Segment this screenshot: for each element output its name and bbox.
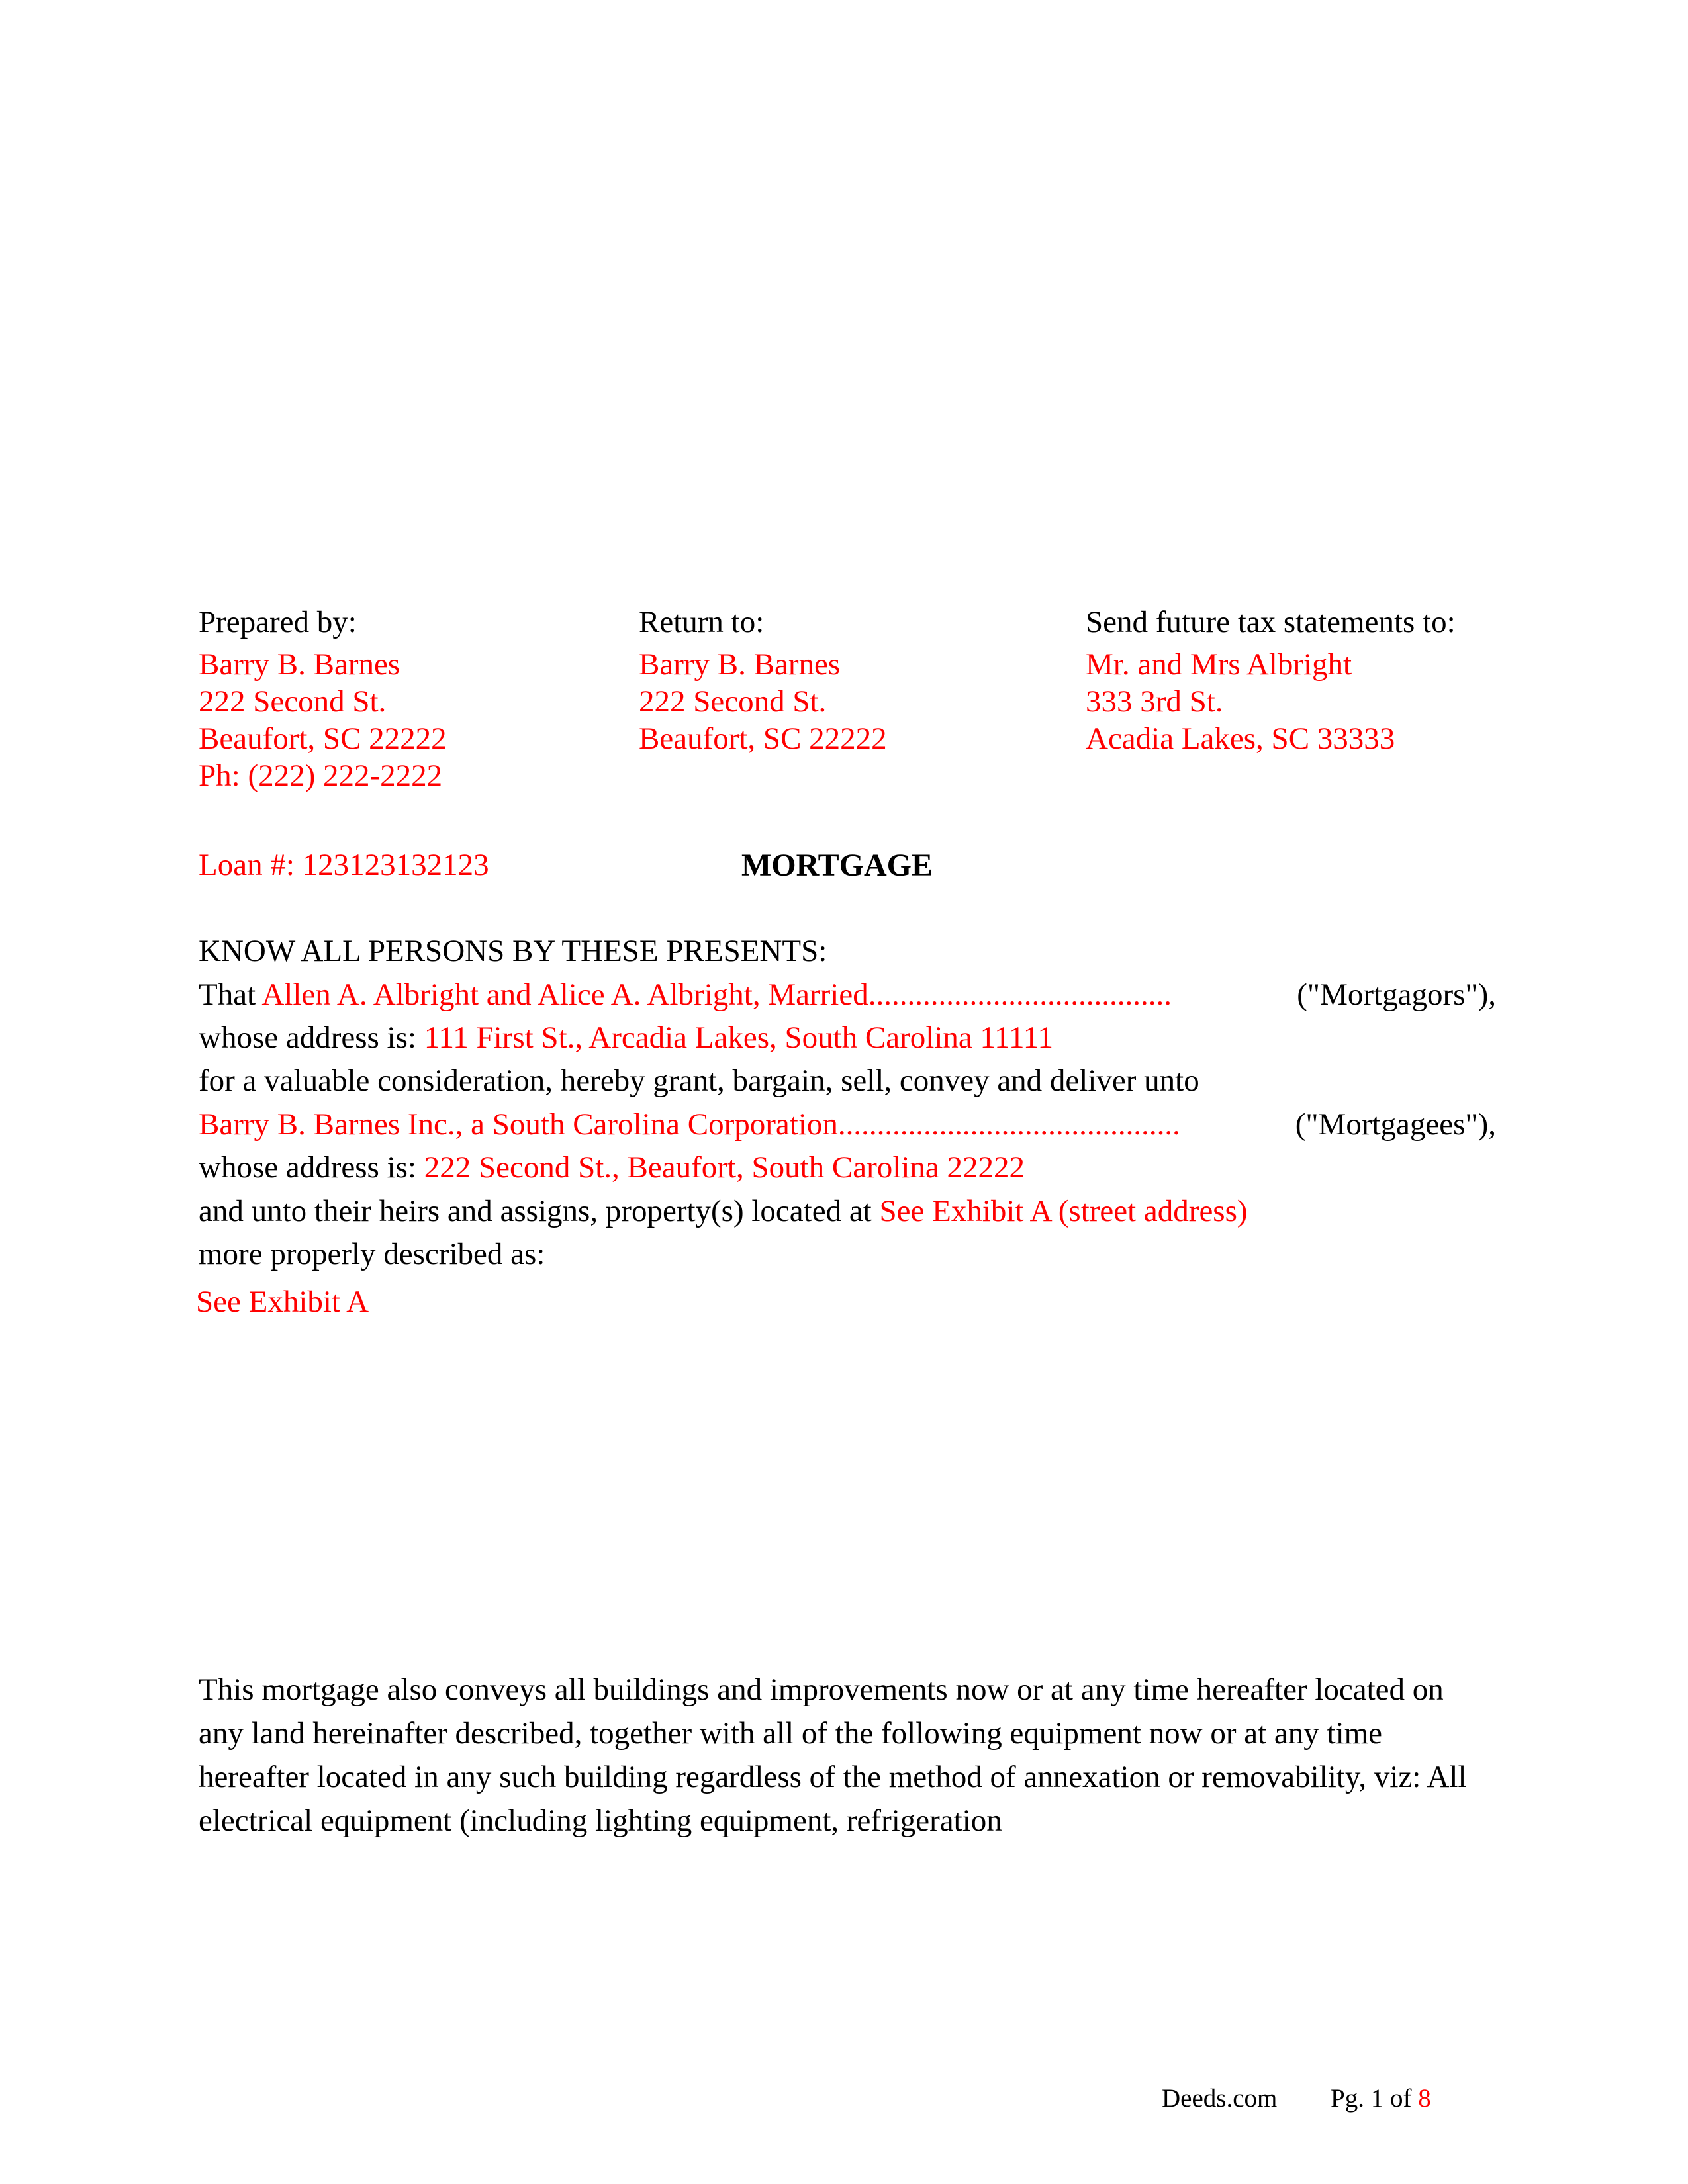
- mortgagors-address-line: [199, 1020, 1053, 1056]
- legal-description: See Exhibit A: [196, 1285, 369, 1319]
- prepared-by-label: Prepared by:: [199, 605, 357, 639]
- mortgagees-address-line: [199, 1150, 1025, 1185]
- whose-address-label: whose address is:: [199, 1021, 416, 1055]
- that-label: That: [199, 978, 256, 1012]
- prepared-by-city: Beaufort, SC 22222: [199, 721, 447, 756]
- tax-recipient-street: 333 3rd St.: [1086, 684, 1223, 719]
- return-to-street: 222 Second St.: [639, 684, 827, 719]
- property-location-line: [199, 1193, 1248, 1229]
- mortgagees-names: Barry B. Barnes Inc., a South Carolina Corporation............................................: [199, 1107, 1180, 1142]
- described-as: more properly described as:: [199, 1237, 545, 1271]
- return-to-label: Return to:: [639, 605, 765, 639]
- document-title: MORTGAGE: [741, 848, 933, 883]
- heirs-text: and unto their heirs and assigns, property(s) located at: [199, 1194, 872, 1228]
- tax-statements-block: [1086, 604, 1456, 757]
- conveys-paragraph: This mortgage also conveys all buildings and improvements now or at any time hereafter located on any land hereinafter described, together with all of the following equipment now or at any time hereafter located in any such building regardless of the method of annexation or removability, viz: All electrical equipment (including lighting equipment, refrigeration: [199, 1672, 1467, 1838]
- return-to-name: Barry B. Barnes: [639, 647, 841, 682]
- page-total: 8: [1418, 2084, 1431, 2113]
- consideration-line: for a valuable consideration, hereby grant, bargain, sell, convey and deliver unto: [199, 1064, 1199, 1098]
- page-indicator: [1331, 2083, 1431, 2113]
- tax-statements-label: Send future tax statements to:: [1086, 605, 1456, 639]
- prepared-by-street: 222 Second St.: [199, 684, 387, 719]
- mortgagees-address: 222 Second St., Beaufort, South Carolina 22222: [424, 1150, 1025, 1185]
- prepared-by-block: [199, 604, 447, 794]
- tax-recipient-city: Acadia Lakes, SC 33333: [1086, 721, 1395, 756]
- prepared-by-name: Barry B. Barnes: [199, 647, 400, 682]
- return-to-block: [639, 604, 887, 757]
- loan-number: Loan #: 123123132123: [199, 848, 489, 882]
- tax-recipient-name: Mr. and Mrs Albright: [1086, 647, 1352, 682]
- property-location: See Exhibit A (street address): [879, 1194, 1248, 1228]
- mortgagees-line: [199, 1107, 1496, 1142]
- whose-address-label-2: whose address is:: [199, 1150, 416, 1185]
- mortgagors-line: [199, 977, 1496, 1013]
- mortgagors-address: 111 First St., Arcadia Lakes, South Carolina 11111: [424, 1021, 1054, 1055]
- prepared-by-phone: Ph: (222) 222-2222: [199, 758, 443, 793]
- page-prefix: Pg. 1 of: [1331, 2084, 1412, 2113]
- mortgagors-names: Allen A. Albright and Alice A. Albright, Married.......................................: [261, 978, 1172, 1012]
- return-to-city: Beaufort, SC 22222: [639, 721, 887, 756]
- know-all-persons: KNOW ALL PERSONS BY THESE PRESENTS:: [199, 934, 827, 968]
- mortgagors-tag: ("Mortgagors"),: [1297, 978, 1496, 1012]
- mortgagees-tag: ("Mortgagees"),: [1295, 1107, 1496, 1142]
- footer-site: Deeds.com: [1162, 2084, 1278, 2113]
